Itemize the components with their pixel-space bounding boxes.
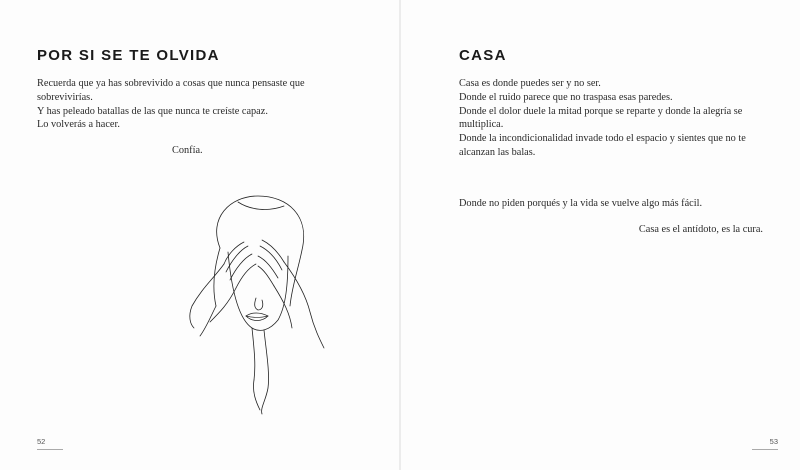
left-page-body: [37, 77, 337, 132]
folio-rule: [752, 449, 778, 450]
right-body-line: Donde la incondicionalidad invade todo el espacio y sientes que no te: [459, 133, 746, 145]
right-second-paragraph: Donde no piden porqués y la vida se vuelve algo más fácil.: [459, 198, 703, 209]
left-centered-line: Confía.: [172, 145, 203, 156]
right-body-line: multiplica.: [459, 119, 504, 131]
left-page-number: [37, 437, 63, 450]
right-body-line: Donde el ruido parece que no traspasa esas paredes.: [459, 91, 673, 103]
right-page-body: [459, 77, 769, 160]
left-page-number-text: 52: [37, 437, 46, 446]
right-body-line: Donde el dolor duele la mitad porque se reparte y donde la alegría se: [459, 105, 743, 117]
left-body-line: Y has peleado batallas de las que nunca te creíste capaz.: [37, 105, 268, 117]
right-body-line: Casa es donde puedes ser y no ser.: [459, 78, 601, 89]
right-page: [400, 0, 800, 470]
left-body-line: Lo volverás a hacer.: [37, 119, 120, 131]
woman-covering-eyes-illustration: [180, 188, 330, 418]
right-page-number-text: 53: [769, 437, 778, 446]
left-body-line: sobrevivirías.: [37, 91, 93, 103]
right-page-number: [752, 437, 778, 450]
right-closing-line: Casa es el antídoto, es la cura.: [638, 224, 763, 235]
right-page-title: CASA: [459, 47, 507, 64]
right-body-line: alcanzan las balas.: [459, 146, 536, 158]
folio-rule: [37, 449, 63, 450]
left-body-line: Recuerda que ya has sobrevivido a cosas que nunca pensaste que: [37, 78, 305, 89]
left-page-title: POR SI SE TE OLVIDA: [37, 47, 220, 64]
